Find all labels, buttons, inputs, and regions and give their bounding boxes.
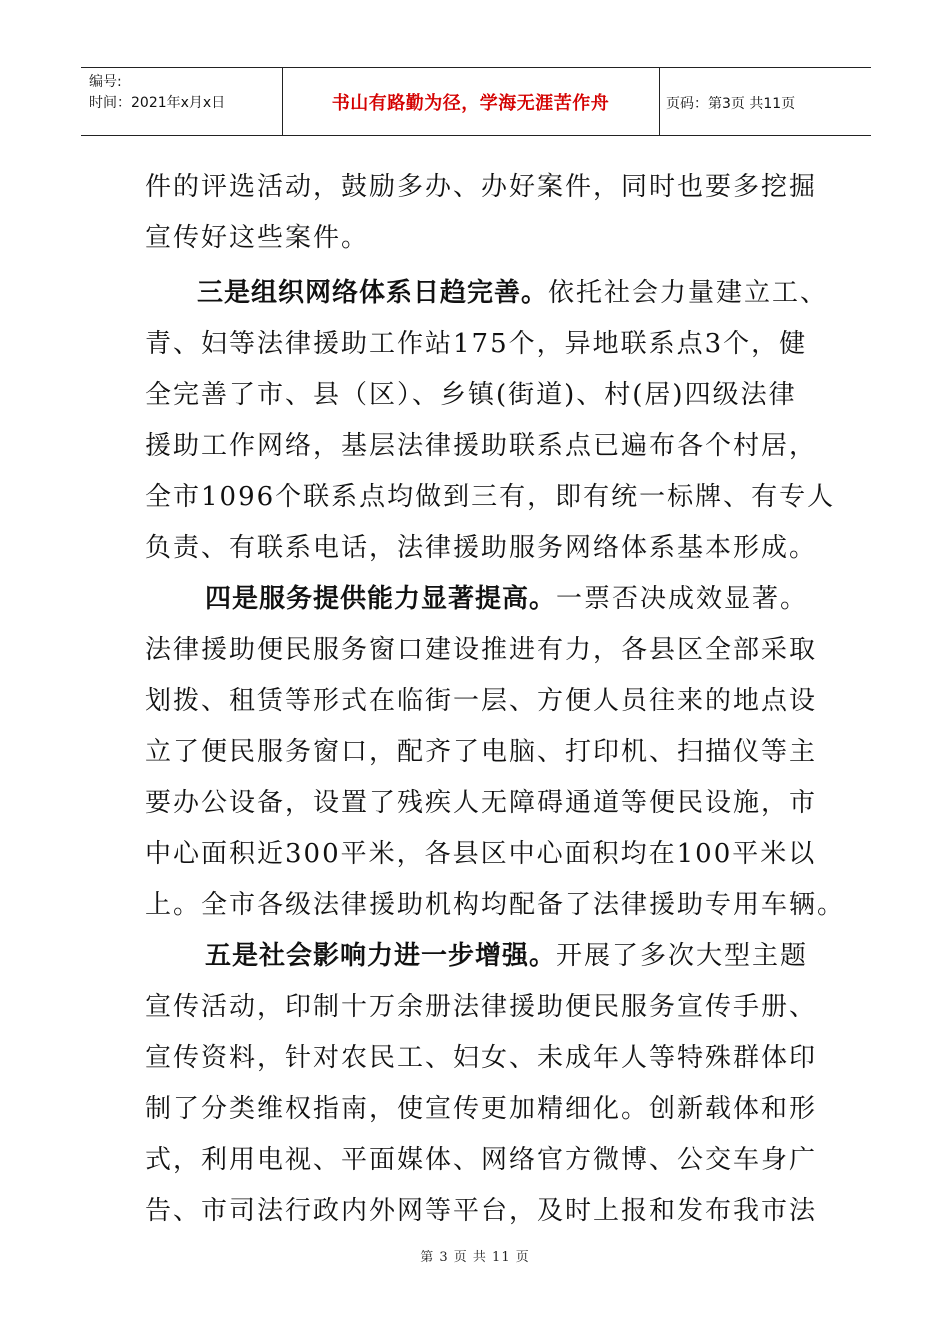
text-line: 立了便民服务窗口，配齐了电脑、打印机、扫描仪等主	[145, 737, 818, 767]
document-body	[145, 162, 846, 1237]
text-line: 式，利用电视、平面媒体、网络官方微博、公交车身广	[145, 1145, 818, 1175]
text-line: 划拨、租赁等形式在临街一层、方便人员往来的地点设	[145, 686, 818, 716]
date-label: 时间：2021年x月x日	[89, 95, 226, 111]
paragraph-heading: 三是组织网络体系日趋完善。	[197, 278, 549, 308]
text-line: 上。全市各级法律援助机构均配备了法律援助专用车辆。	[145, 890, 846, 920]
text-span: 开展了多次大型主题	[556, 941, 809, 971]
number-label: 编号:	[89, 74, 122, 90]
text-line: 全完善了市、县（区）、乡镇(街道)、村(居)四级法律	[145, 380, 797, 410]
header-divider	[659, 68, 660, 135]
paragraph-heading: 五是社会影响力进一步增强。	[205, 941, 557, 971]
text-line: 告、市司法行政内外网等平台，及时上报和发布我市法	[145, 1196, 818, 1226]
paragraph-first-line	[145, 268, 829, 319]
text-line: 宣传资料，针对农民工、妇女、未成年人等特殊群体印	[145, 1043, 818, 1073]
text-line: 全市1096个联系点均做到三有，即有统一标牌、有专人	[145, 482, 836, 512]
header-table	[81, 67, 871, 136]
text-line: 援助工作网络，基层法律援助联系点已遍布各个村居，	[145, 431, 818, 461]
paragraph-heading: 四是服务提供能力显著提高。	[205, 584, 557, 614]
header-motto: 书山有路勤为径，学海无涯苦作舟	[331, 93, 610, 114]
paragraph-first-line	[145, 574, 810, 625]
text-line: 法律援助便民服务窗口建设推进有力，各县区全部采取	[145, 635, 818, 665]
text-line: 要办公设备，设置了残疾人无障碍通道等便民设施，市	[145, 788, 818, 818]
text-span: 一票否决成效显著。	[556, 584, 809, 614]
text-line: 青、妇等法律援助工作站175个，异地联系点3个，健	[145, 329, 808, 359]
text-line: 制了分类维权指南，使宣传更加精细化。创新载体和形	[145, 1094, 818, 1124]
header-page-info: 页码：第3页 共11页	[666, 96, 796, 112]
page-footer: 第 3 页 共 11 页	[420, 1250, 530, 1265]
text-span: 依托社会力量建立工、	[548, 278, 829, 308]
text-line: 件的评选活动，鼓励多办、办好案件，同时也要多挖掘	[145, 172, 818, 202]
text-line: 中心面积近300平米，各县区中心面积均在100平米以	[145, 839, 817, 869]
text-line: 负责、有联系电话，法律援助服务网络体系基本形成。	[145, 533, 818, 563]
text-line: 宣传好这些案件。	[145, 223, 370, 253]
paragraph-first-line	[145, 931, 810, 982]
header-meta	[89, 72, 279, 114]
text-line: 宣传活动，印制十万余册法律援助便民服务宣传手册、	[145, 992, 818, 1022]
